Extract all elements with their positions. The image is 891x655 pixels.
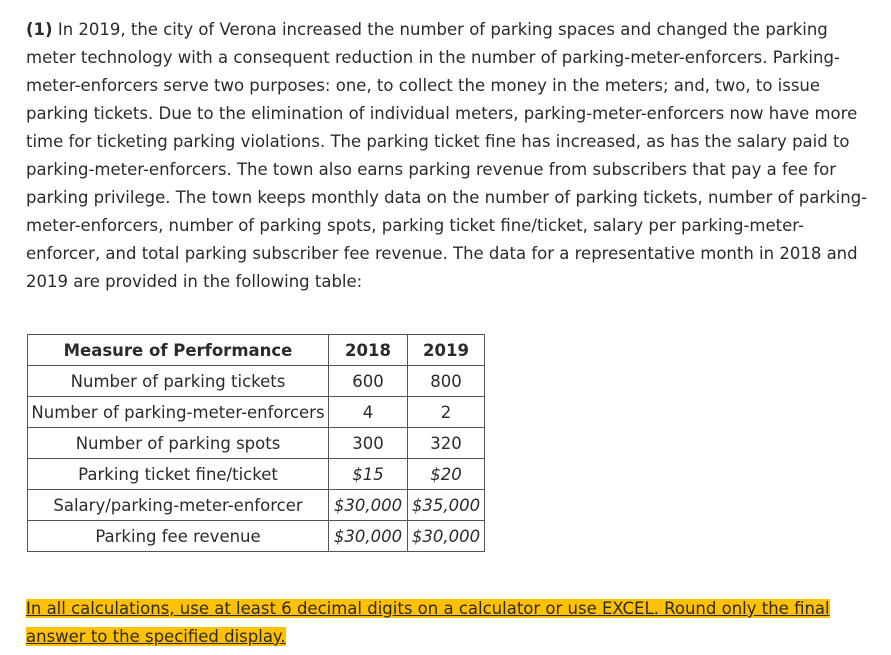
- problem-text: In 2019, the city of Verona increased the number of parking spaces and changed the parking meter technology with a consequent reduction in the number of parking-meter-enforcers. Parking-meter-enforcers serve two purposes: one, to collect the money in the meters; and, two, to issue parking tickets. Due to the elimination of individual meters, parking-meter-enforcers now have more time for ticketing parking violations. The parking ticket fine has increased, as has the salary paid to parking-meter-enforcers. The town also earns parking revenue from subscribers that pay a fee for parking privilege. The town keeps monthly data on the number of parking tickets, number of parking-meter-enforcers, number of parking spots, parking ticket fine/ticket, salary per parking-meter-enforcer, and total parking subscriber fee revenue. The data for a representative month in 2018 and 2019 are provided in the following table:: [26, 20, 868, 291]
- performance-table: [27, 334, 485, 552]
- value-2018: $30,000: [329, 490, 408, 521]
- value-2019: 320: [408, 428, 485, 459]
- header-2019: 2019: [408, 335, 485, 366]
- value-2018: 600: [329, 366, 408, 397]
- value-2018: 300: [329, 428, 408, 459]
- problem-paragraph: [26, 16, 876, 296]
- table-row: [28, 521, 485, 552]
- row-label: Number of parking-meter-enforcers: [28, 397, 329, 428]
- problem-number: (1): [26, 20, 53, 39]
- table-header-row: [28, 335, 485, 366]
- highlighted-note: [26, 595, 846, 651]
- value-2019: 2: [408, 397, 485, 428]
- value-2019: $35,000: [408, 490, 485, 521]
- row-label: Salary/parking-meter-enforcer: [28, 490, 329, 521]
- value-2019: $30,000: [408, 521, 485, 552]
- value-2019: 800: [408, 366, 485, 397]
- value-2018: $15: [329, 459, 408, 490]
- table-row: [28, 459, 485, 490]
- header-measure: Measure of Performance: [28, 335, 329, 366]
- row-label: Number of parking tickets: [28, 366, 329, 397]
- table-row: [28, 490, 485, 521]
- table-row: [28, 366, 485, 397]
- row-label: Parking fee revenue: [28, 521, 329, 552]
- header-2018: 2018: [329, 335, 408, 366]
- note-text: In all calculations, use at least 6 decimal digits on a calculator or use EXCEL. Round only the final answer to the specified display.: [26, 599, 830, 646]
- table-row: [28, 397, 485, 428]
- row-label: Parking ticket fine/ticket: [28, 459, 329, 490]
- table-row: [28, 428, 485, 459]
- value-2018: 4: [329, 397, 408, 428]
- row-label: Number of parking spots: [28, 428, 329, 459]
- value-2018: $30,000: [329, 521, 408, 552]
- value-2019: $20: [408, 459, 485, 490]
